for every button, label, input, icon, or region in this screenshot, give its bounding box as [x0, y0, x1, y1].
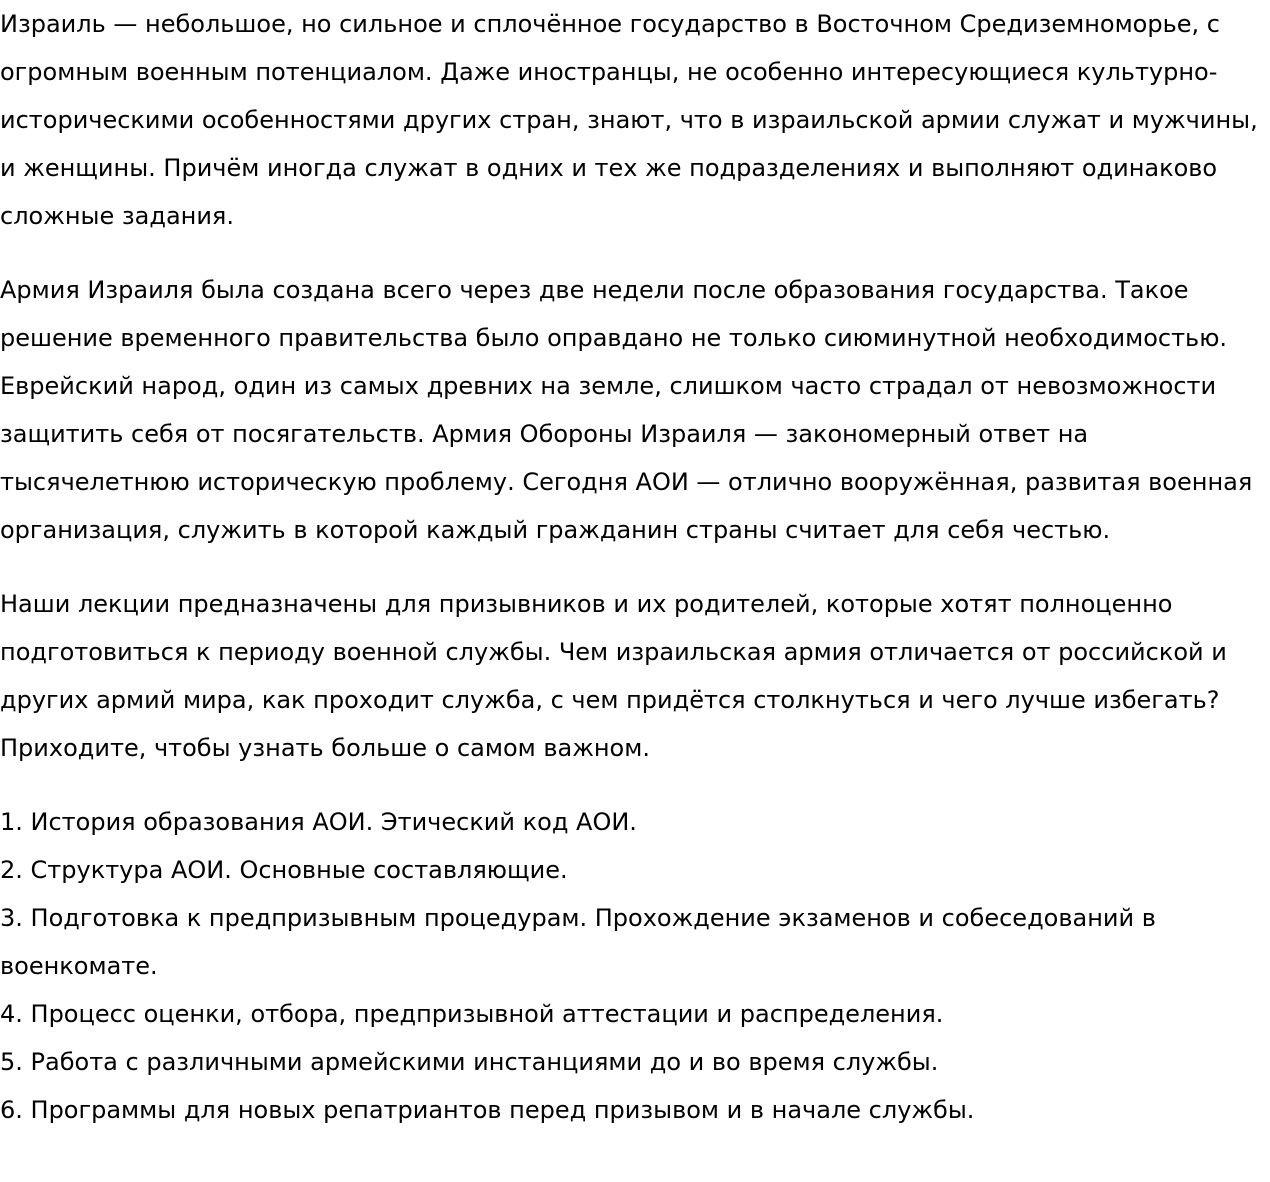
- paragraph-lectures: Наши лекции предназначены для призывников и их родителей, которые хотят полноценно подготовиться к периоду военной службы. Чем израильская армия отличается от российской и других армий мира, как проходит служба, с чем придётся столкнуться и чего лучше избегать? Приходите, чтобы узнать больше о самом важном.: [0, 590, 1227, 762]
- paragraph-intro: Израиль — небольшое, но сильное и сплочённое государство в Восточном Средиземноморье, с огромным военным потенциалом. Даже иностранцы, не особенно интересующиеся культурно-историческими особенностями других стран, знают, что в израильской армии служат и мужчины, и женщины. Причём иногда служат в одних и тех же подразделениях и выполняют одинаково сложные задания.: [0, 10, 1258, 230]
- lecture-topics-list: [0, 798, 1270, 1134]
- list-item: 1. История образования АОИ. Этический код АОИ.: [0, 808, 637, 836]
- list-item: 4. Процесс оценки, отбора, предпризывной аттестации и распределения.: [0, 1000, 944, 1028]
- list-item: 5. Работа с различными армейскими инстанциями до и во время службы.: [0, 1048, 939, 1076]
- list-item: 3. Подготовка к предпризывным процедурам. Прохождение экзаменов и собеседований в военкомате.: [0, 904, 1156, 980]
- list-item: 6. Программы для новых репатриантов перед призывом и в начале службы.: [0, 1096, 975, 1124]
- paragraph-history: Армия Израиля была создана всего через две недели после образования государства. Такое решение временного правительства было оправдано не только сиюминутной необходимостью. Еврейский народ, один из самых древних на земле, слишком часто страдал от невозможности защитить себя от посягательств. Армия Обороны Израиля — закономерный ответ на тысячелетнюю историческую проблему. Сегодня АОИ — отлично вооружённая, развитая военная организация, служить в которой каждый гражданин страны считает для себя честью.: [0, 276, 1253, 544]
- list-item: 2. Структура АОИ. Основные составляющие.: [0, 856, 568, 884]
